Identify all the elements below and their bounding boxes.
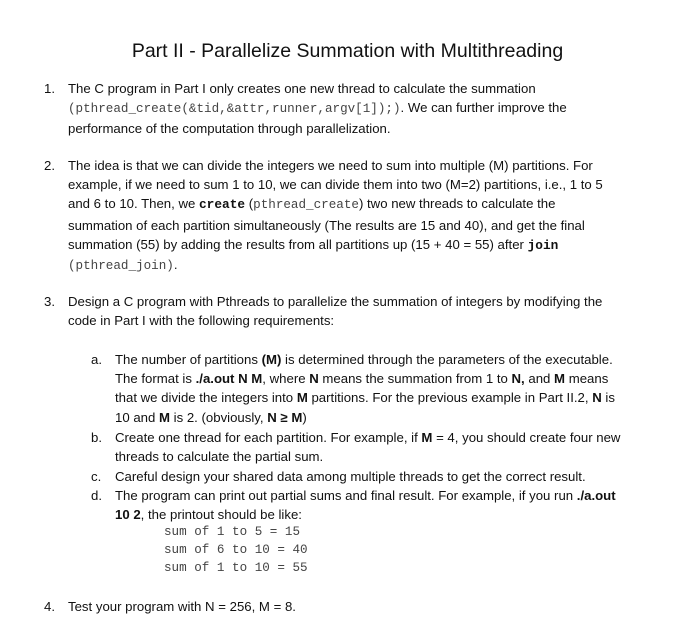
text-span: ) two new threads to calculate the <box>358 196 556 212</box>
text-span: is 2. (obviously, <box>170 409 268 425</box>
text-line: The C program in Part I only creates one new thread to calculate the summation <box>68 81 536 96</box>
sub-item-a <box>91 350 646 427</box>
sub-number: c. <box>91 469 102 484</box>
list-number: 3. <box>44 294 55 309</box>
sub-item-b <box>91 428 646 466</box>
bold-text: N ≥ M <box>267 409 303 425</box>
bold-text: M <box>554 371 566 387</box>
text-line: performance of the computation through parallelization. <box>68 121 391 137</box>
text-line: threads to calculate the partial sum. <box>115 449 324 465</box>
code-snippet: (pthread_join) <box>68 259 174 274</box>
list-item-3 <box>44 292 634 330</box>
bold-text: 10 2 <box>115 507 141 523</box>
text-span: is <box>601 390 615 406</box>
text-span: ) <box>302 409 307 425</box>
bold-text: ./a.out N M <box>195 371 263 387</box>
list-item-1 <box>44 79 634 139</box>
text-span: summation (55) by adding the results from all partitions up (15 + 40 = 55) after <box>68 236 528 252</box>
bold-text: ./a.out <box>576 488 616 503</box>
text-line: example, if we need to sum 1 to 10, we can divide them into two (M=2) partitions, i.e., 1 to 5 <box>68 177 603 193</box>
list-item-2 <box>44 156 634 276</box>
bold-text: (M) <box>261 352 282 367</box>
bold-text: M <box>296 390 308 406</box>
text-span: 10 and <box>115 409 159 425</box>
page-title: Part II - Parallelize Summation with Multithreading <box>131 40 564 62</box>
text-span: means the summation from 1 to <box>318 371 512 387</box>
output-line-2: sum of 6 to 10 = 40 <box>164 543 308 557</box>
text-span: , the printout should be like: <box>140 507 302 523</box>
text-span: Create one thread for each partition. For example, if <box>115 430 422 445</box>
list-number: 2. <box>44 158 55 173</box>
text-line: Design a C program with Pthreads to parallelize the summation of integers by modifying the <box>68 294 603 309</box>
text-line: code in Part I with the following requirements: <box>68 313 335 329</box>
text-line: Careful design your shared data among multiple threads to get the correct result. <box>115 469 586 484</box>
text-span: means <box>565 371 609 387</box>
text-span: = 4, you should create four new <box>432 430 621 445</box>
sub-item-c <box>91 467 646 486</box>
code-keyword: join <box>527 237 559 253</box>
sub-number: d. <box>91 488 102 503</box>
bold-text: N, <box>511 371 525 387</box>
list-item-4 <box>44 597 634 616</box>
text-span: and 6 to 10. Then, we <box>68 196 199 212</box>
text-line: The idea is that we can divide the integers we need to sum into multiple (M) partitions. For <box>68 158 593 173</box>
output-line-1: sum of 1 to 5 = 15 <box>164 525 301 539</box>
sub-item-d <box>91 486 646 524</box>
list-number: 1. <box>44 81 55 96</box>
text-span: The number of partitions <box>115 352 262 367</box>
text-span: is determined through the parameters of the executable. <box>281 352 613 367</box>
bold-text: N <box>309 371 319 387</box>
code-snippet: (pthread_create(&tid,&attr,runner,argv[1]);) <box>68 102 401 117</box>
text-span: . We can further improve the <box>400 100 567 116</box>
list-number: 4. <box>44 599 55 614</box>
text-span: ( <box>245 196 254 212</box>
text-span: and <box>524 371 555 387</box>
text-span: . <box>173 257 178 273</box>
sub-number: a. <box>91 352 102 367</box>
text-span: The format is <box>115 371 196 387</box>
text-span: The program can print out partial sums and final result. For example, if you run <box>115 488 577 503</box>
text-span: partitions. For the previous example in Part II.2, <box>307 390 593 406</box>
text-line: Test your program with N = 256, M = 8. <box>68 599 296 614</box>
text-span: that we divide the integers into <box>115 390 297 406</box>
output-line-3: sum of 1 to 10 = 55 <box>164 561 308 575</box>
bold-text: N <box>592 390 602 406</box>
code-snippet: pthread_create <box>253 198 359 213</box>
sub-number: b. <box>91 430 102 445</box>
code-keyword: create <box>199 197 246 213</box>
text-line: summation of each partition simultaneously (The results are 15 and 40), and get the final <box>68 217 585 233</box>
text-span: , where <box>262 371 310 387</box>
bold-text: M <box>421 430 433 445</box>
bold-text: M <box>159 409 170 425</box>
